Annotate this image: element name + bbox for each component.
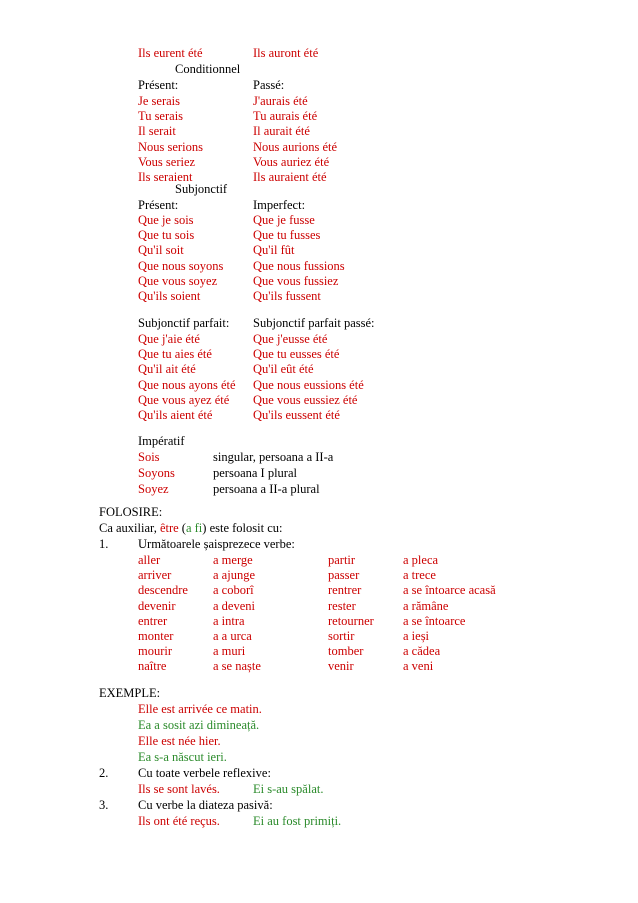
table-cell: Que je fusse (253, 213, 315, 227)
table-cell: Qu'ils soient (138, 289, 201, 303)
verb-ro: a pleca (403, 553, 439, 567)
verb-fr: monter (138, 629, 174, 643)
table-cell: Qu'ils eussent été (253, 408, 340, 422)
table-cell: Tu serais (138, 109, 184, 124)
example-ro: Ea s-a născut ieri. (138, 750, 227, 764)
verb-fr: venir (328, 659, 354, 674)
table-cell: Ils auraient été (253, 170, 327, 184)
verb-ro: a se întoarce (403, 613, 466, 628)
intro-text: Ca auxiliar, (99, 521, 160, 535)
imperatif-desc: persoana a II-a plural (213, 482, 320, 496)
imperatif-form: Sois (138, 450, 160, 464)
verb-fr: rentrer (328, 583, 362, 598)
table-cell: Vous auriez été (253, 154, 330, 169)
verb-fr: entrer (138, 613, 168, 628)
table-cell: Tu aurais été (253, 109, 318, 124)
verb-fr: partir (328, 553, 356, 567)
table-cell: Que vous eussiez été (253, 392, 358, 407)
table-cell: Que tu sois (138, 228, 195, 243)
intro-line (99, 521, 282, 536)
verb-ro: a trece (403, 568, 436, 583)
table-cell: Ils seraient (138, 170, 193, 184)
table-cell: Nous serions (138, 139, 203, 154)
table-cell: Que je sois (138, 213, 194, 227)
column-header: Imperfect: (253, 198, 306, 212)
verb-ro: a coborî (213, 583, 254, 598)
section-heading-exemple: EXEMPLE: (99, 686, 161, 700)
table-cell: Que nous eussions été (253, 377, 364, 392)
verb-ro: a veni (403, 659, 434, 674)
imperatif-form: Soyez (138, 482, 169, 496)
table-cell: Vous seriez (138, 154, 196, 169)
verb-fr: mourir (138, 644, 173, 659)
table-cell: Je serais (138, 94, 180, 108)
table-cell: Que vous soyez (138, 273, 218, 288)
a-fi-word: a fi (185, 521, 203, 535)
column-header: Présent: (138, 78, 179, 92)
verb-fr: passer (328, 568, 360, 583)
text-line: Ils eurent été (138, 46, 203, 60)
section-heading-folosire: FOLOSIRE: (99, 505, 163, 519)
verb-fr: tomber (328, 644, 364, 659)
verb-ro: a deveni (213, 598, 255, 613)
intro-text: ( (178, 521, 186, 535)
verb-fr: retourner (328, 613, 374, 628)
column-header: Subjonctif parfait passé: (253, 316, 375, 330)
verb-fr: rester (328, 598, 356, 613)
example-fr: Ils se sont lavés. (138, 782, 220, 796)
section-heading-imperatif: Impératif (138, 434, 185, 448)
table-cell: Que vous ayez été (138, 392, 230, 407)
verb-ro: a ieși (403, 629, 430, 643)
example-fr: Elle est arrivée ce matin. (138, 702, 262, 716)
example-fr: Elle est née hier. (138, 734, 221, 748)
table-cell: Que j'aie été (138, 332, 200, 346)
table-cell: Qu'il ait été (138, 362, 196, 377)
table-cell: Que nous fussions (253, 258, 345, 273)
verb-fr: devenir (138, 598, 176, 613)
section-heading-conditionnel: Conditionnel (175, 62, 241, 76)
list-item-text: Cu verbe la diateza pasivă: (138, 798, 273, 812)
table-cell: Que nous ayons été (138, 377, 236, 392)
verb-fr: naître (138, 659, 167, 674)
table-cell: Qu'ils aient été (138, 408, 213, 422)
verb-fr: sortir (328, 629, 355, 643)
table-cell: Qu'il soit (138, 243, 184, 258)
intro-text: ) este folosit cu: (202, 521, 283, 535)
verb-ro: a merge (213, 553, 253, 567)
list-item-text: Cu toate verbele reflexive: (138, 766, 271, 780)
table-cell: Nous aurions été (253, 139, 338, 154)
verb-ro: a rămâne (403, 598, 449, 613)
verb-ro: a ajunge (213, 568, 255, 583)
column-header: Passé: (253, 78, 285, 92)
table-cell: Que j'eusse été (253, 332, 328, 346)
table-cell: Que tu eusses été (253, 347, 340, 362)
section-heading-subjonctif: Subjonctif (175, 182, 228, 196)
example-ro: Ei s-au spălat. (253, 782, 324, 796)
list-number: 1. (99, 537, 109, 551)
verb-fr: arriver (138, 568, 172, 583)
table-cell: Que tu aies été (138, 347, 212, 362)
table-cell: Il aurait été (253, 124, 310, 139)
etre-word: être (159, 521, 179, 535)
verb-ro: a se întoarce acasă (403, 583, 496, 598)
table-cell: Que vous fussiez (253, 273, 339, 288)
verb-ro: a muri (213, 644, 246, 659)
example-ro: Ei au fost primiți. (253, 814, 342, 828)
column-header: Présent: (138, 198, 179, 212)
verb-fr: descendre (138, 583, 188, 598)
table-cell: Que tu fusses (253, 228, 321, 243)
imperatif-desc: persoana I plural (213, 466, 297, 480)
verb-ro: a a urca (213, 629, 252, 643)
verb-ro: a cădea (403, 644, 441, 659)
verb-fr: aller (138, 553, 161, 567)
table-cell: J'aurais été (253, 94, 308, 108)
text-line: Ils auront été (253, 46, 319, 60)
verb-ro: a se naște (213, 659, 261, 674)
table-cell: Qu'ils fussent (253, 289, 321, 303)
list-number: 3. (99, 798, 109, 812)
example-ro: Ea a sosit azi dimineață. (138, 718, 260, 732)
example-fr: Ils ont été reçus. (138, 814, 220, 828)
table-cell: Qu'il fût (253, 243, 295, 258)
list-item-text: Următoarele șaisprezece verbe: (138, 537, 295, 551)
imperatif-form: Soyons (138, 466, 175, 480)
column-header: Subjonctif parfait: (138, 316, 230, 330)
list-number: 2. (99, 766, 109, 780)
table-cell: Que nous soyons (138, 258, 224, 273)
table-cell: Qu'il eût été (253, 362, 314, 377)
imperatif-desc: singular, persoana a II-a (213, 450, 334, 464)
verb-ro: a intra (213, 613, 245, 628)
table-cell: Il serait (138, 124, 176, 139)
